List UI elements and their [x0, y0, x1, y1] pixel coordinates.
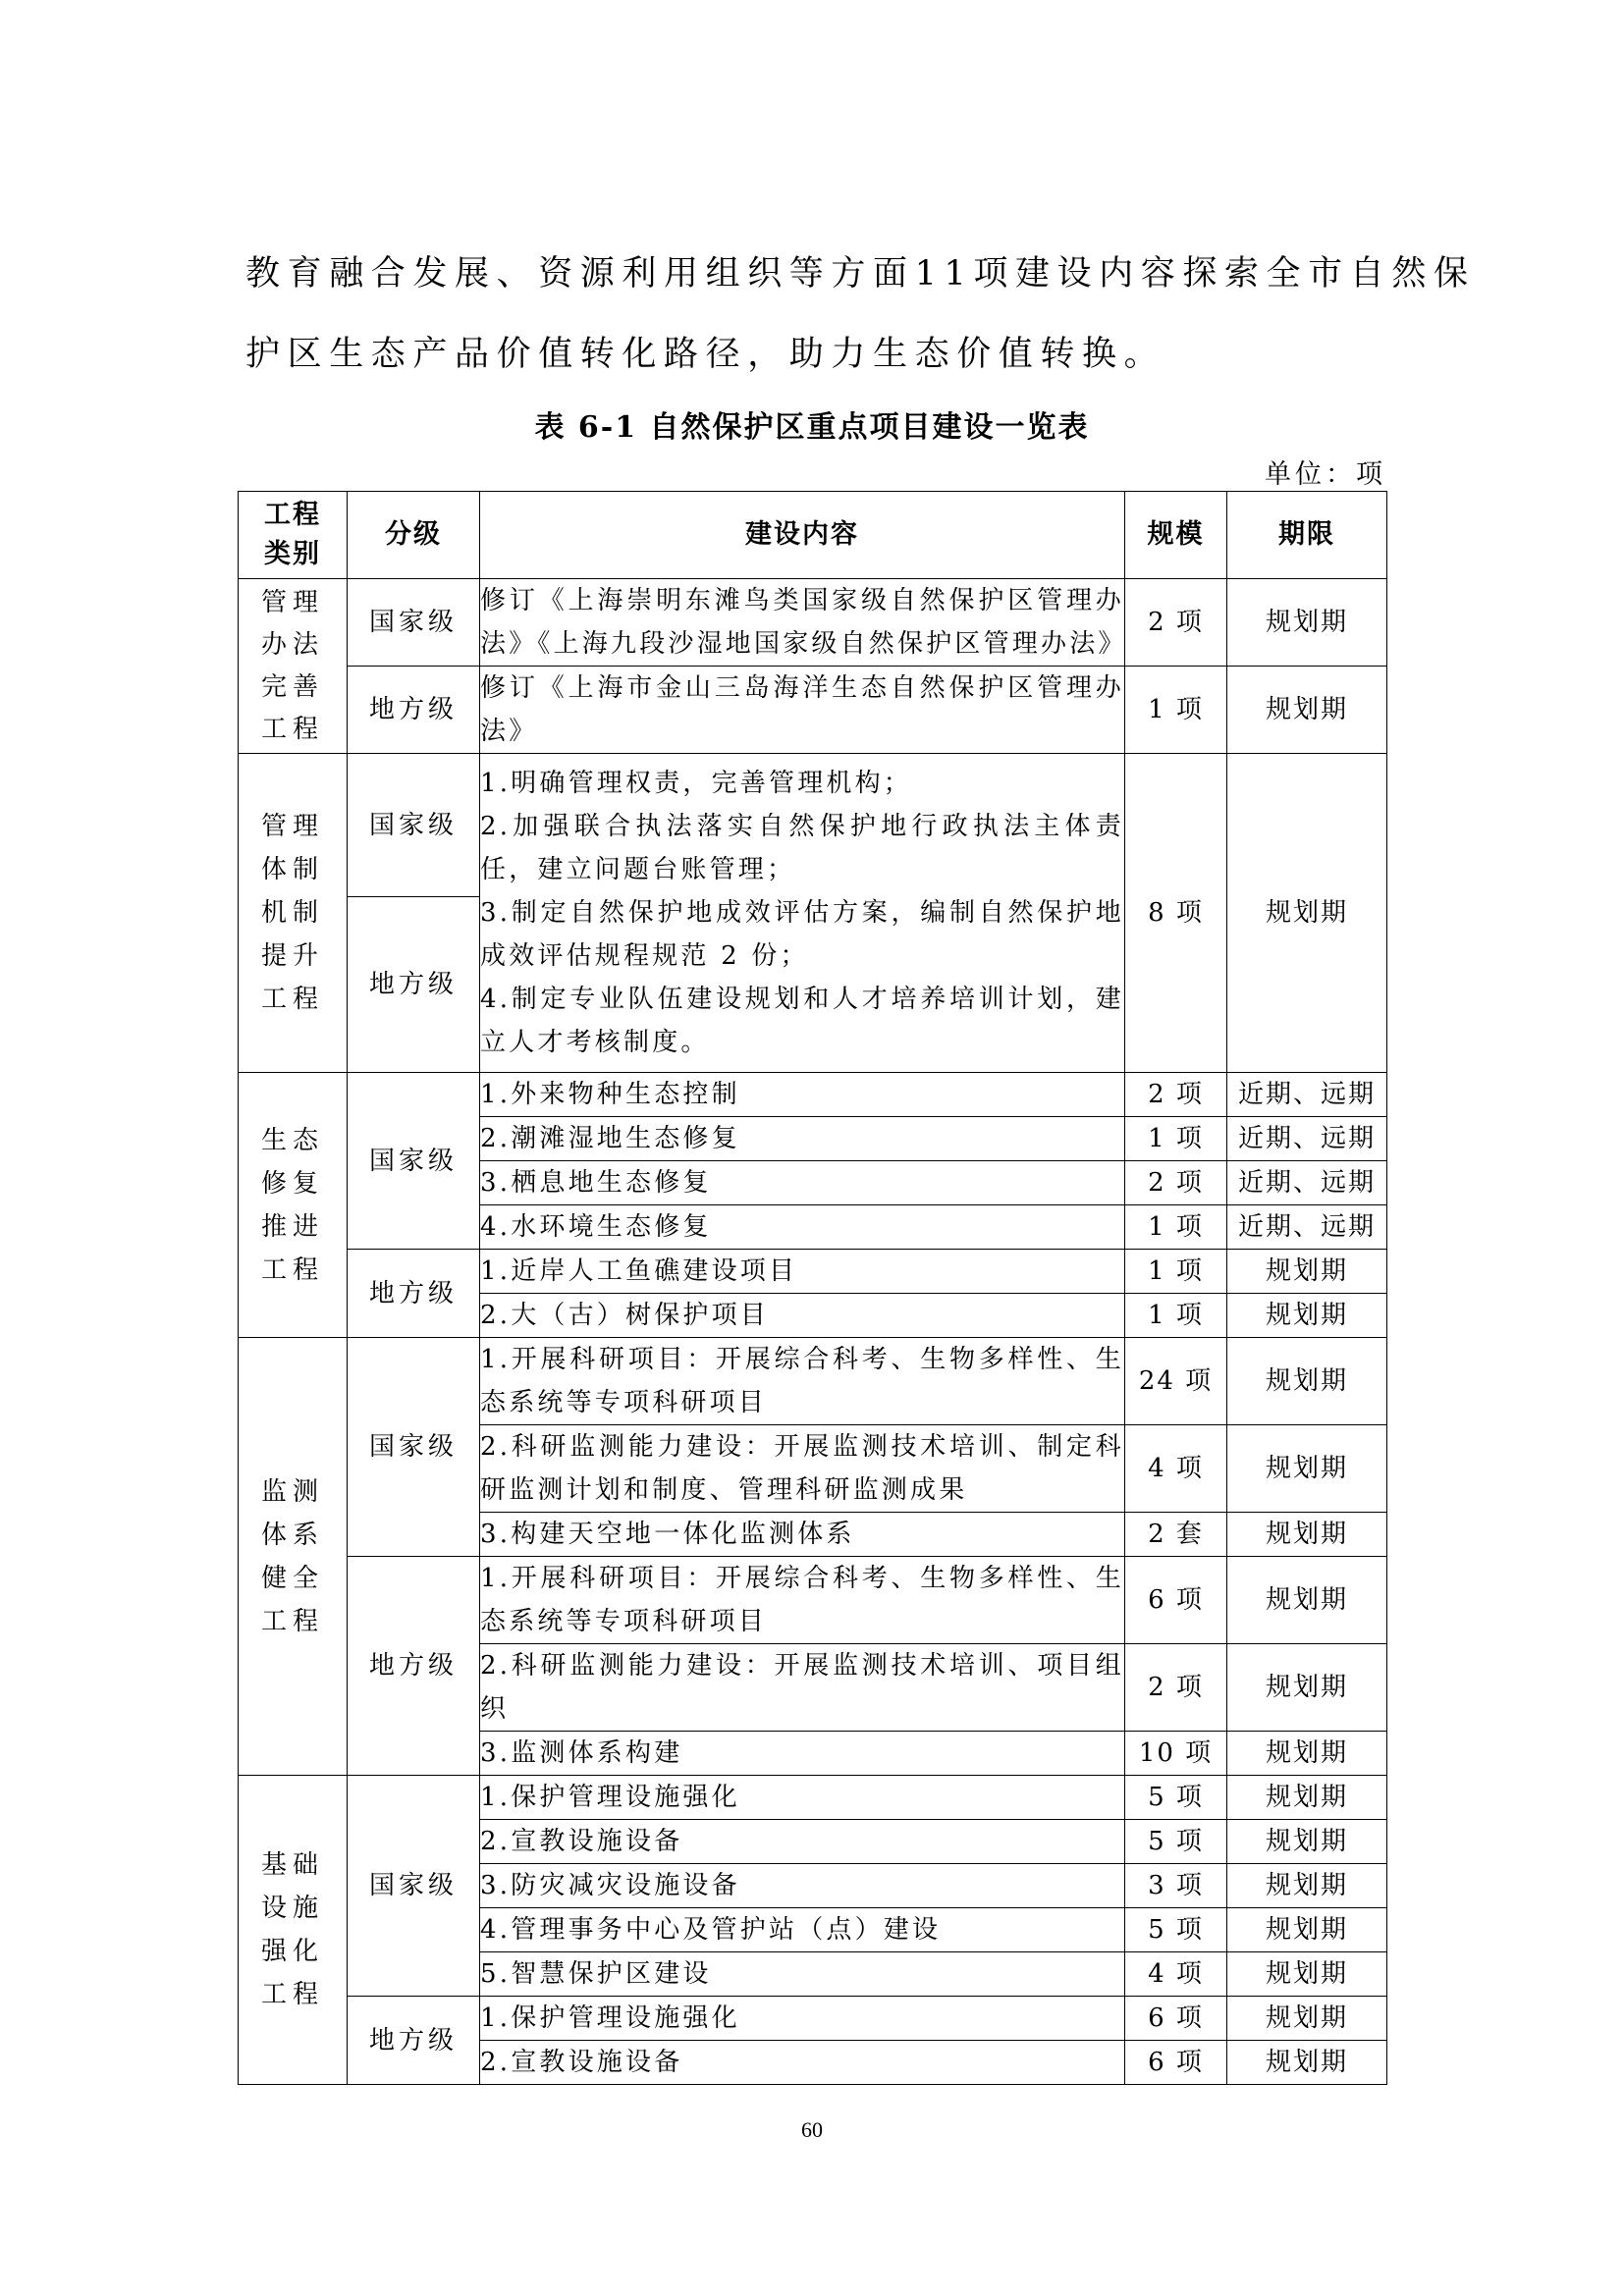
scale-cell: 2 项	[1125, 1073, 1227, 1117]
category-text: 提升	[260, 941, 324, 971]
level-cell: 地方级	[348, 1997, 480, 2085]
scale-cell: 2 套	[1125, 1513, 1227, 1557]
table-row	[239, 1997, 1387, 2041]
content-cell: 2.宣教设施设备	[480, 1820, 1125, 1864]
table-row	[239, 754, 1387, 897]
category-text: 修复	[260, 1168, 324, 1199]
scale-cell: 3 项	[1125, 1864, 1227, 1908]
period-cell: 规划期	[1227, 1425, 1387, 1513]
level-cell: 地方级	[348, 1250, 480, 1338]
header-level: 分级	[348, 492, 480, 579]
content-cell	[480, 754, 1125, 1073]
category-cell	[239, 1776, 348, 2085]
level-cell: 国家级	[348, 1073, 480, 1250]
scale-cell: 4 项	[1125, 1425, 1227, 1513]
period-cell: 规划期	[1227, 1776, 1387, 1820]
content-cell: 3.监测体系构建	[480, 1732, 1125, 1776]
category-text: 基础	[260, 1850, 324, 1880]
table-row	[239, 667, 1387, 754]
category-cell	[239, 579, 348, 754]
content-cell: 1.保护管理设施强化	[480, 1997, 1125, 2041]
content-cell: 4.管理事务中心及管护站（点）建设	[480, 1908, 1125, 1952]
scale-cell: 5 项	[1125, 1776, 1227, 1820]
scale-cell: 5 项	[1125, 1908, 1227, 1952]
level-cell: 国家级	[348, 1338, 480, 1557]
content-cell: 3.栖息地生态修复	[480, 1161, 1125, 1205]
content-cell: 修订《上海崇明东滩鸟类国家级自然保护区管理办法》《上海九段沙湿地国家级自然保护区管理办法》	[480, 579, 1125, 667]
table-row	[239, 579, 1387, 667]
category-text: 工程	[260, 985, 324, 1014]
table-row	[239, 1250, 1387, 1294]
level-cell: 地方级	[348, 667, 480, 754]
period-cell: 规划期	[1227, 1557, 1387, 1644]
period-cell: 规划期	[1227, 1908, 1387, 1952]
period-cell: 近期、远期	[1227, 1117, 1387, 1161]
level-cell: 国家级	[348, 579, 480, 667]
period-cell: 规划期	[1227, 1732, 1387, 1776]
category-text: 监测	[260, 1476, 324, 1507]
period-cell: 规划期	[1227, 1338, 1387, 1425]
category-text: 生态	[260, 1125, 324, 1155]
table-row	[239, 1776, 1387, 1820]
content-line: 3.制定自然保护地成效评估方案，编制自然保护地成效评估规程规范 2 份；	[480, 898, 1124, 971]
content-cell: 1.外来物种生态控制	[480, 1073, 1125, 1117]
scale-cell: 6 项	[1125, 1997, 1227, 2041]
table-row	[239, 1073, 1387, 1117]
scale-cell: 2 项	[1125, 579, 1227, 667]
content-cell: 3.防灾减灾设施设备	[480, 1864, 1125, 1908]
scale-cell: 6 项	[1125, 1557, 1227, 1644]
period-cell: 规划期	[1227, 579, 1387, 667]
content-line: 1.明确管理权责，完善管理机构；	[480, 769, 913, 798]
scale-cell: 4 项	[1125, 1952, 1227, 1997]
period-cell: 规划期	[1227, 1820, 1387, 1864]
content-cell: 2.科研监测能力建设：开展监测技术培训、制定科研监测计划和制度、管理科研监测成果	[480, 1425, 1125, 1513]
body-paragraph-line-1: 教育融合发展、资源利用组织等方面11项建设内容探索全市自然保	[245, 254, 1476, 294]
category-text: 机制	[260, 898, 324, 928]
content-line: 2.加强联合执法落实自然保护地行政执法主体责任，建立问题台账管理；	[480, 812, 1124, 884]
scale-cell: 2 项	[1125, 1161, 1227, 1205]
scale-cell: 5 项	[1125, 1820, 1227, 1864]
category-text: 工程	[260, 714, 324, 744]
content-cell: 1.近岸人工鱼礁建设项目	[480, 1250, 1125, 1294]
scale-cell: 8 项	[1125, 754, 1227, 1073]
scale-cell: 1 项	[1125, 1250, 1227, 1294]
category-text: 设施	[260, 1894, 324, 1923]
content-cell: 2.科研监测能力建设：开展监测技术培训、项目组织	[480, 1644, 1125, 1732]
content-line: 4.制定专业队伍建设规划和人才培养培训计划，建立人才考核制度。	[480, 985, 1124, 1057]
content-cell: 2.潮滩湿地生态修复	[480, 1117, 1125, 1161]
content-cell: 1.保护管理设施强化	[480, 1776, 1125, 1820]
scale-cell: 1 项	[1125, 1117, 1227, 1161]
scale-cell: 10 项	[1125, 1732, 1227, 1776]
period-cell: 规划期	[1227, 1513, 1387, 1557]
period-cell: 规划期	[1227, 754, 1387, 1073]
table-header-row	[239, 492, 1387, 579]
category-text: 工程	[260, 1980, 324, 2009]
header-period: 期限	[1227, 492, 1387, 579]
category-text: 完善	[260, 671, 324, 702]
scale-cell: 1 项	[1125, 1294, 1227, 1338]
period-cell: 近期、远期	[1227, 1205, 1387, 1250]
scale-cell: 1 项	[1125, 1205, 1227, 1250]
unit-label: 单位：项	[1265, 459, 1386, 490]
period-cell: 规划期	[1227, 1997, 1387, 2041]
category-text: 推进	[260, 1211, 324, 1242]
content-cell: 2.大（古）树保护项目	[480, 1294, 1125, 1338]
header-category-line-2: 类别	[264, 539, 321, 569]
category-text: 健全	[260, 1563, 324, 1593]
category-cell	[239, 1338, 348, 1776]
header-category-line-1: 工程	[264, 500, 321, 530]
content-cell: 4.水环境生态修复	[480, 1205, 1125, 1250]
category-text: 管理	[260, 587, 324, 617]
header-scale: 规模	[1125, 492, 1227, 579]
content-cell: 修订《上海市金山三岛海洋生态自然保护区管理办法》	[480, 667, 1125, 754]
level-cell: 国家级	[348, 1776, 480, 1997]
category-cell	[239, 754, 348, 1073]
category-text: 强化	[260, 1937, 324, 1966]
category-text: 办法	[260, 629, 324, 660]
category-cell	[239, 1073, 348, 1338]
level-cell: 地方级	[348, 1557, 480, 1776]
period-cell: 近期、远期	[1227, 1161, 1387, 1205]
scale-cell: 24 项	[1125, 1338, 1227, 1425]
header-category	[239, 492, 348, 579]
period-cell: 近期、远期	[1227, 1073, 1387, 1117]
content-cell: 5.智慧保护区建设	[480, 1952, 1125, 1997]
category-text: 体系	[260, 1520, 324, 1550]
header-content: 建设内容	[480, 492, 1125, 579]
period-cell: 规划期	[1227, 667, 1387, 754]
category-text: 工程	[260, 1606, 324, 1636]
period-cell: 规划期	[1227, 1250, 1387, 1294]
table-row	[239, 1557, 1387, 1644]
category-text: 管理	[260, 812, 324, 841]
content-cell: 1.开展科研项目：开展综合科考、生物多样性、生态系统等专项科研项目	[480, 1557, 1125, 1644]
scale-cell: 1 项	[1125, 667, 1227, 754]
body-paragraph-line-2: 护区生态产品价值转化路径，助力生态价值转换。	[245, 335, 1166, 374]
content-cell: 2.宣教设施设备	[480, 2041, 1125, 2085]
period-cell: 规划期	[1227, 1294, 1387, 1338]
level-cell: 地方级	[348, 897, 480, 1073]
period-cell: 规划期	[1227, 1952, 1387, 1997]
page-number: 60	[801, 2117, 823, 2142]
content-cell: 1.开展科研项目：开展综合科考、生物多样性、生态系统等专项科研项目	[480, 1338, 1125, 1425]
period-cell: 规划期	[1227, 1864, 1387, 1908]
projects-table	[238, 491, 1387, 2085]
table-row	[239, 1338, 1387, 1425]
period-cell: 规划期	[1227, 2041, 1387, 2085]
scale-cell: 2 项	[1125, 1644, 1227, 1732]
scale-cell: 6 项	[1125, 2041, 1227, 2085]
content-cell: 3.构建天空地一体化监测体系	[480, 1513, 1125, 1557]
category-text: 工程	[260, 1255, 324, 1285]
category-text: 体制	[260, 855, 324, 884]
level-cell: 国家级	[348, 754, 480, 897]
period-cell: 规划期	[1227, 1644, 1387, 1732]
table-title: 表 6-1 自然保护区重点项目建设一览表	[534, 410, 1090, 445]
